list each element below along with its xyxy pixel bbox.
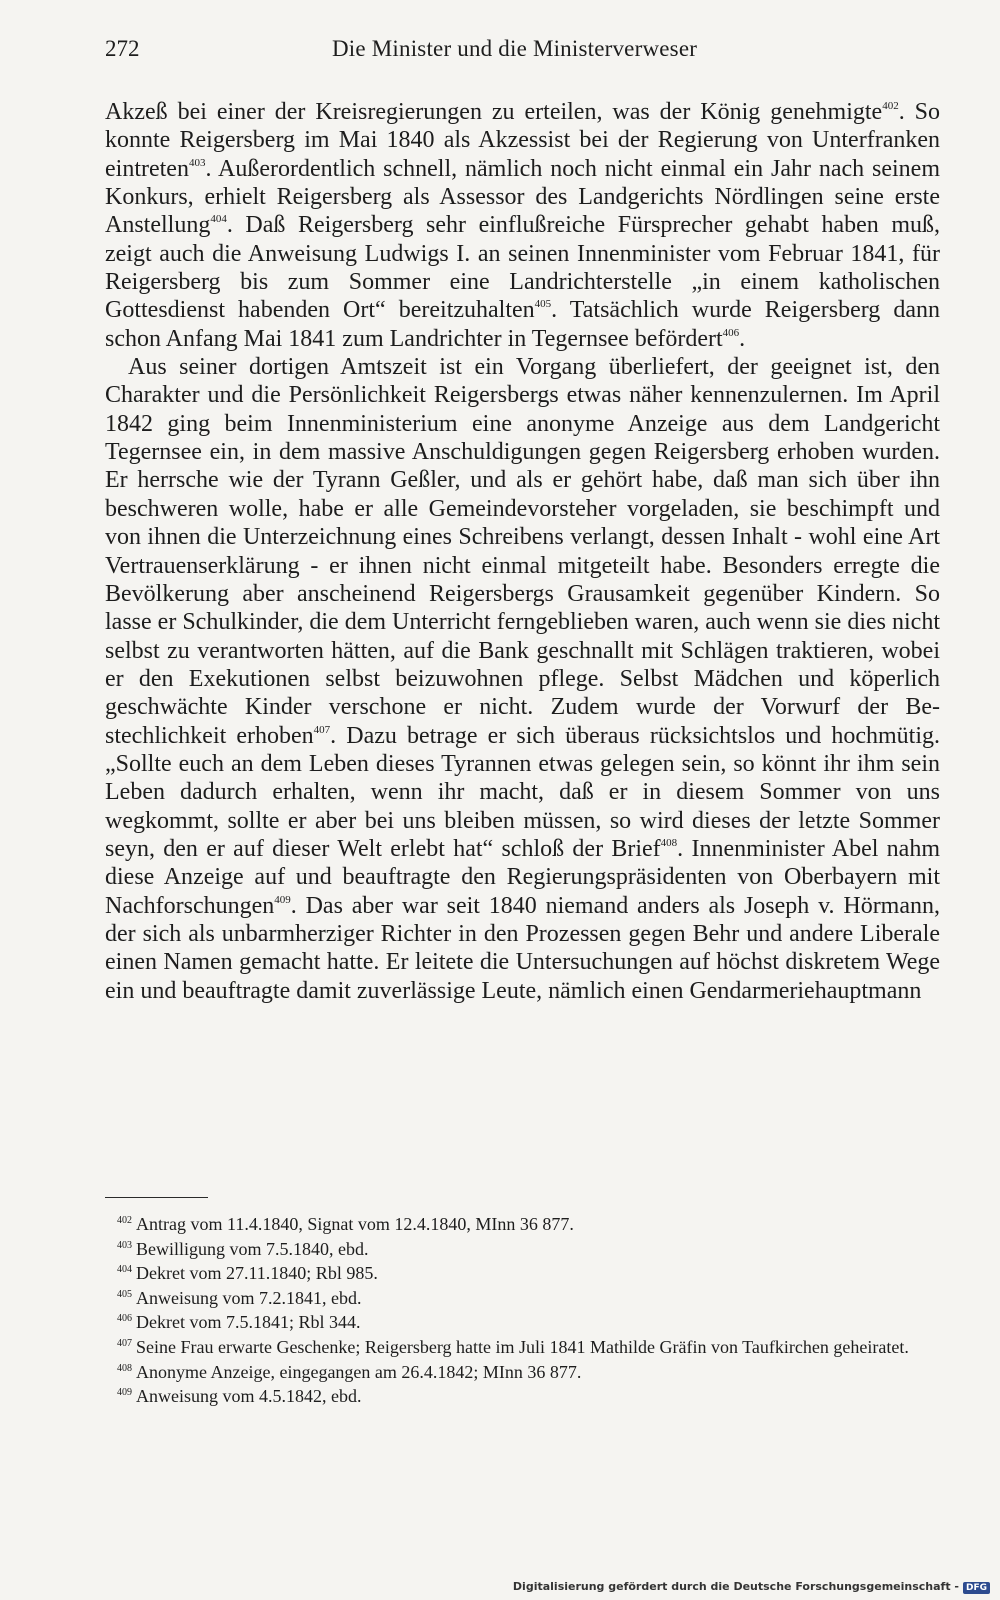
footnote-number: 403 — [117, 1239, 132, 1251]
footnote-number: 402 — [117, 1215, 132, 1226]
footnote — [105, 1335, 940, 1360]
paragraph-2 — [105, 353, 940, 1005]
text-run: . Außerordentlich schnell, nämlich noch nicht einmal ein Jahr nach seinem Konkurs, erhielt Reigersberg als Assessor des Landgerichts Nördlingen seine erste Anstellung — [105, 155, 940, 239]
footnote-ref-408[interactable]: 408 — [660, 836, 678, 849]
text-run: . Dazu betrage er sich überaus rücksichtslos und hochmütig. „Sollte euch an dem Leben dieses Tyrannen etwas gelegen sein, so könnt ihr ihm sein Leben dadurch erhalten, wenn ihr macht, daß er in diesem Sommer von uns wegkommt, sollte er aber bei uns bleiben müssen, so wird dieses der letzte Sommer seyn, den er auf dieser Welt erlebt hat“ schloß der Brief — [105, 722, 940, 862]
footnote — [105, 1360, 940, 1385]
footnote-number: 407 — [117, 1337, 132, 1349]
footnote-text: Bewilligung vom 7.5.1840, ebd. — [136, 1238, 369, 1259]
footnote — [105, 1261, 940, 1286]
footnote-number: 404 — [117, 1264, 132, 1276]
footnote-number: 405 — [117, 1288, 132, 1300]
footnote-text: Anweisung vom 4.5.1842, ebd. — [136, 1386, 362, 1407]
dfg-logo: DFG — [963, 1582, 990, 1594]
footnote-divider — [105, 1197, 208, 1198]
main-text — [105, 98, 940, 1005]
text-run: . Daß Reigersberg sehr einflußreiche Fürsprecher gehabt haben muß, zeigt auch die Anweisung Ludwigs I. an seinen Innenminister vom Februar 1841, für Reigersberg bis zum Sommer eine Landrichterstelle „in einem katholischen Gottesdienst habenden Ort“ bereitzuhalten — [105, 212, 940, 324]
footnote-number: 408 — [117, 1362, 132, 1374]
credit-text: Digitalisierung gefördert durch die Deutsche Forschungsgemeinschaft - — [512, 1580, 959, 1593]
running-title: Die Minister und die Ministerverweser — [332, 36, 698, 61]
footnote — [105, 1286, 940, 1311]
footnote-ref-404[interactable]: 404 — [210, 213, 227, 226]
footnote-ref-403[interactable]: 403 — [188, 156, 206, 169]
footnote-text: Seine Frau erwarte Geschenke; Reigersberg hatte im Juli 1841 Mathilde Gräfin von Taufkirchen geheiratet. — [136, 1336, 909, 1357]
footnote — [105, 1310, 940, 1335]
paragraph-1 — [105, 98, 940, 353]
footnote-text: Anweisung vom 7.2.1841, ebd. — [136, 1287, 362, 1308]
text-run: . — [739, 325, 746, 352]
footnote-ref-406[interactable]: 406 — [722, 326, 740, 339]
footnote-text: Dekret vom 7.5.1841; Rbl 344. — [136, 1312, 361, 1333]
footnote-ref-407[interactable]: 407 — [313, 723, 331, 736]
text-run: . Das aber war seit 1840 niemand anders als Joseph v. Hörmann, der sich als unbarmherziger Richter in den Prozessen gegen Behr und andere Liberale einen Namen gemacht hatte. Er leitete die Untersuchungen auf höchst diskretem Wege ein und beauftragte damit zuverlässige Leute, nämlich einen Gendarmeriehauptmann — [105, 892, 940, 1004]
footnote-text: Dekret vom 27.11.1840; Rbl 985. — [136, 1263, 378, 1284]
text-run: . Innenminister Abel nahm diese Anzeige auf und beauftragte den Regierungspräsidenten von Oberbayern mit Nachforschungen — [105, 835, 940, 919]
footnote-text: Antrag vom 11.4.1840, Signat vom 12.4.1840, MInn 36 877. — [136, 1214, 574, 1234]
footnote-number: 406 — [117, 1313, 132, 1325]
footnote — [105, 1384, 940, 1409]
text-run: . Tatsächlich wurde Reigersberg dann schon Anfang Mai 1841 zum Landrichter in Tegernsee befördert — [105, 297, 940, 352]
footnotes — [105, 1212, 940, 1409]
text-run: Aus seiner dortigen Amtszeit ist ein Vorgang überliefert, der geeignet ist, den Charakter und die Persönlichkeit Reigersbergs etwas näher kennenzulernen. Im April 1842 ging beim Innenministerium eine anonyme Anzeige aus dem Landgericht Tegernsee ein, in dem massive Anschuldigungen gegen Reigersberg erhoben wurden. Er herrsche wie der Tyrann Geßler, und als er gehört habe, daß man sich über ihn beschweren wolle, habe er alle Gemeindevorsteher vorgeladen, sie beschimpft und von ihnen die Unterzeichnung eines Schreibens verlangt, dessen Inhalt - wohl eine Art Vertrauenserklärung - er ihnen nicht einmal mitgeteilt habe. Besonders erregte die Bevölkerung aber anscheinend Reigersbergs Grausamkeit gegenüber Kindern. So lasse er Schulkinder, die dem Unterricht ferngeblieben waren, auch wenn sie dies nicht selbst zu verantworten hätten, auf die Bank geschnallt mit Schlägen traktieren, wobei er den Exekutionen selbst beizuwohnen pflege. Selbst Mädchen und köperlich geschwächte Kinder verschone er nicht. Zudem wurde der Vorwurf der Bestechlichkeit erhoben — [105, 354, 940, 749]
footnote — [105, 1212, 940, 1237]
footnote-ref-402[interactable]: 402 — [882, 100, 899, 112]
page-number: 272 — [105, 36, 140, 61]
digitization-credit — [513, 1580, 990, 1594]
footnote-text: Anonyme Anzeige, eingegangen am 26.4.1842; MInn 36 877. — [136, 1361, 582, 1382]
text-run: . So konnte Reigersberg im Mai 1840 als Akzessist bei der Regierung von Unterfranken eintreten — [105, 99, 940, 182]
footnote-number: 409 — [117, 1387, 132, 1399]
footnote-ref-405[interactable]: 405 — [534, 298, 552, 311]
footnote — [105, 1237, 940, 1262]
text-run: Akzeß bei einer der Kreisregierungen zu erteilen, was der König genehmigte — [105, 99, 883, 125]
footnote-ref-409[interactable]: 409 — [274, 893, 291, 906]
